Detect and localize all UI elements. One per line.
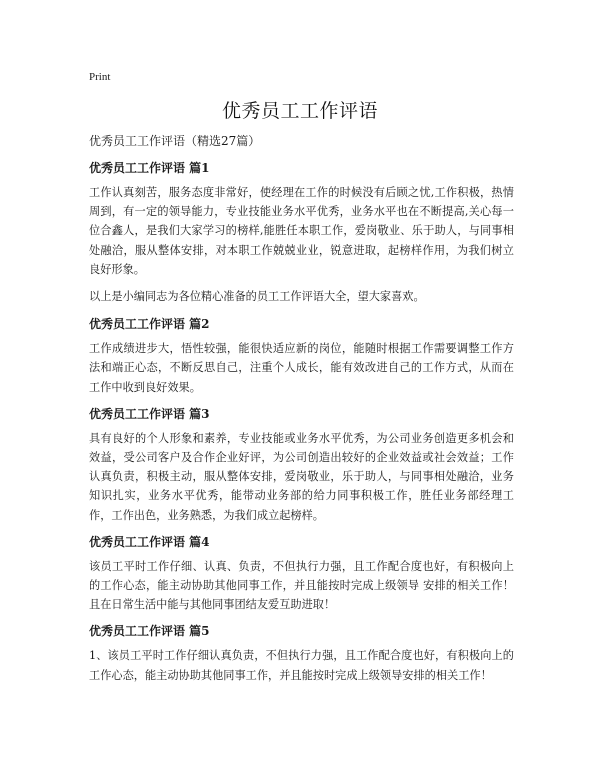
print-label: Print xyxy=(89,71,111,83)
page-title: 优秀员工工作评语 xyxy=(221,100,378,122)
section-5 xyxy=(89,622,514,684)
section-paragraph: 具有良好的个人形象和素养，专业技能或业务水平优秀，为公司业务创造更多机会和效益，受公司客户及合作企业好评，为公司创造出较好的企业效益或社会效益；工作认真负责，积极主动，服从整体安排，爱岗敬业，乐于助人，与同事相处融洽，业务知识扎实，业务水平优秀，能带动业务部的给力同事积极工作，胜任业务部经理工作，工作出色，业务熟悉，为我们成立起榜样。 xyxy=(89,431,514,522)
section-2 xyxy=(89,315,514,397)
section-paragraph: 工作认真刻苦，服务态度非常好，使经理在工作的时候没有后顾之忧,工作积极，热情周到，有一定的领导能力，专业技能业务水平优秀，业务水平也在不断提高,关心每一位合鑫人，是我们大家学习的榜样,能胜任本职工作，爱岗敬业、乐于助人，与同事相处融洽，服从整体安排，对本职工作兢兢业业，锐意进取，起榜样作用，为我们树立良好形象。 xyxy=(89,186,514,276)
section-heading: 优秀员工工作评语 篇4 xyxy=(89,534,210,549)
section-heading: 优秀员工工作评语 篇5 xyxy=(89,624,210,639)
section-heading: 优秀员工工作评语 篇3 xyxy=(89,406,210,421)
section-paragraph: 工作成绩进步大，悟性较强，能很快适应新的岗位，能随时根据工作需要调整工作方法和端正心态，不断反思自己，注重个人成长，能有效改进自己的工作方式，从而在工作中收到良好效果。 xyxy=(89,342,514,394)
section-3 xyxy=(89,405,514,525)
section-heading: 优秀员工工作评语 篇1 xyxy=(89,161,210,175)
section-1 xyxy=(89,159,514,306)
section-paragraph: 以上是小编同志为各位精心准备的员工工作评语大全，望大家喜欢。 xyxy=(89,290,425,304)
document-subtitle: 优秀员工工作评语（精选27篇） xyxy=(89,134,261,148)
section-paragraph: 1、该员工平时工作仔细认真负责，不但执行力强，且工作配合度也好，有积极向上的工作心态，能主动协助其他同事工作，并且能按时完成上级领导安排的相关工作！ xyxy=(89,649,514,682)
section-paragraph: 该员工平时工作仔细、认真、负责，不但执行力强，且工作配合度也好，有积极向上的工作心态，能主动协助其他同事工作，并且能按时完成上级领导 安排的相关工作！且在日常生活中能与其他同事团结友爱互助进取！ xyxy=(89,559,514,612)
document-body xyxy=(89,132,514,693)
section-heading: 优秀员工工作评语 篇2 xyxy=(89,317,210,332)
section-4 xyxy=(89,533,514,615)
